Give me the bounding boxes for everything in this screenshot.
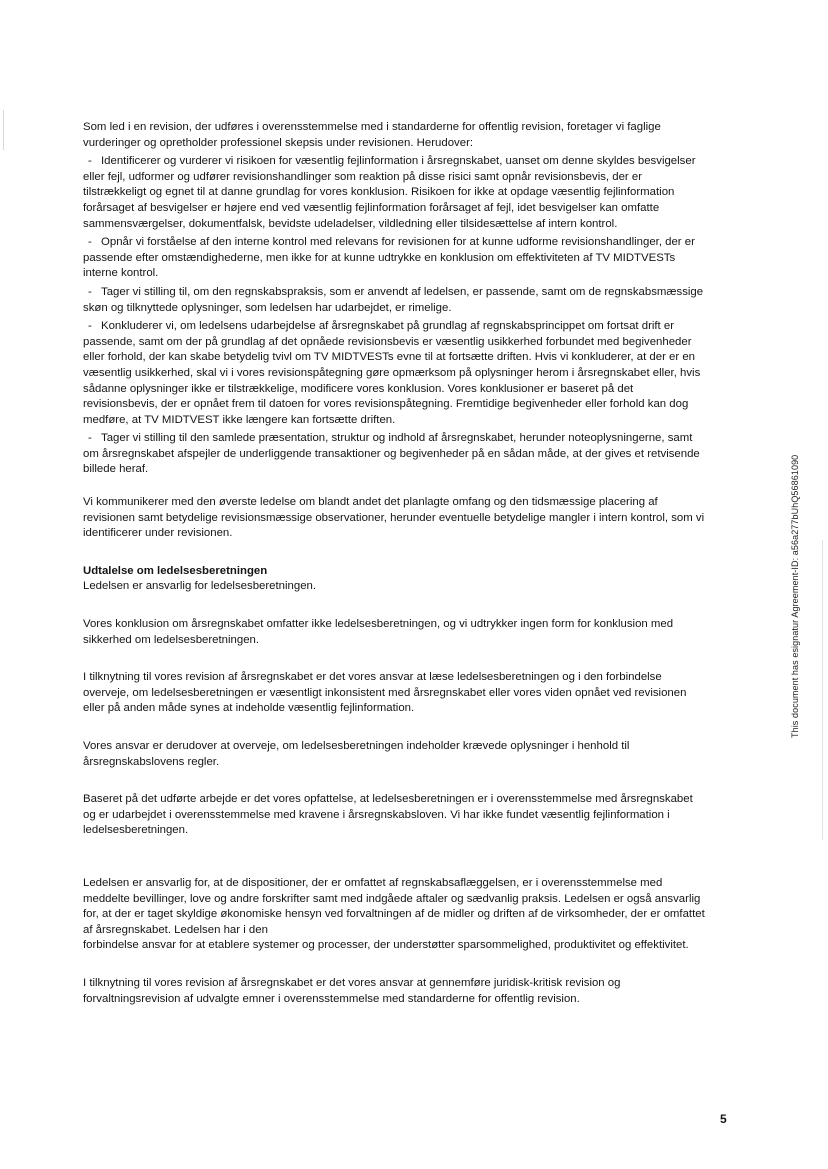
bullet-dash: - <box>88 155 92 168</box>
further-responsibility-paragraph: Vores ansvar er derudover at overveje, om ledelsesberetningen indeholder krævede oplysninger i henhold til årsregnskabslovens regler. <box>83 740 630 768</box>
conclusion-scope-paragraph: Vores konklusion om årsregnskabet omfatter ikke ledelsesberetningen, og vi udtrykker ingen form for konklusion med sikkerhed om ledelsesberetningen. <box>83 618 674 646</box>
communication-paragraph: Vi kommunikerer med den øverste ledelse om blandt andet det planlagte omfang og den tidsmæssige placering af revisionen samt betydelige revisionsmæssige observationer, herunder eventuelle betydelige mangler i intern kontrol, som vi identificerer under revisionen. <box>83 496 705 540</box>
legal-audit-responsibility-paragraph <box>83 876 708 954</box>
bullet-dash: - <box>88 236 92 249</box>
page-body <box>83 120 708 1007</box>
bullet-text: Identificerer og vurderer vi risikoen for væsentlig fejlinformation i årsregnskabet, uanset om denne skyldes besvigelser eller fejl, udformer og udfører revisionshandlinger som reaktion på disse risici samt opnår revisionsbevis, der er tilstrækkeligt og egnet til at danne grundlag for vores konklusion. Risikoen for ikke at opdage væsentlig fejlinformation forårsaget af besvigelser er højere end ved væsentlig fejlinformation forårsaget af fejl, idet besvigelser kan omfatte sammensværgelser, dokumentfalsk, bevidste udeladelser, vildledning eller tilsidesættelse af intern kontrol. <box>83 155 696 230</box>
page-number: 5 <box>720 1112 727 1126</box>
bullet-item-1 <box>83 154 708 232</box>
opinion-paragraph: Baseret på det udførte arbejde er det vores opfattelse, at ledelsesberetningen er i overensstemmelse med årsregnskabet og er udarbejdet i overensstemmelse med kravene i årsregnskabsloven. Vi har ikke fundet væsentlig fejlinformation i ledelsesberetningen. <box>83 793 693 837</box>
legal-audit-responsibility-part-2: forbindelse ansvar for at etablere systemer og processer, der understøtter sparsommelighed, produktivitet og effektivitet. <box>83 939 689 952</box>
bullet-dash: - <box>88 285 92 298</box>
bullet-text: Konkluderer vi, om ledelsens udarbejdelse af årsregnskabet på grundlag af regnskabsprincippet om fortsat drift er passende, samt om der på grundlag af det opnåede revisionsbevis er væsentlig usikkerhed forbundet med begivenheder eller forhold, der kan skabe betydelig tvivl om TV MIDTVESTs evne til at fortsætte driften. Hvis vi konkluderer, at der er en væsentlig usikkerhed, skal vi i vores revisionspåtegning gøre opmærksom på oplysninger herom i årsregnskabet eller, hvis sådanne oplysninger ikke er tilstrækkelige, modificere vores konklusion. Vores konklusioner er baseret på det revisionsbevis, der er opnået frem til datoen for vores revisionspåtegning. Fremtidige begivenheder eller forhold kan dog medføre, at TV MIDTVEST ikke længere kan fortsætte driften. <box>83 320 701 426</box>
bullet-item-2 <box>83 235 708 282</box>
bullet-item-5 <box>83 431 708 478</box>
bullet-text: Tager vi stilling til, om den regnskabspraksis, som er anvendt af ledelsen, er passende, samt om de regnskabsmæssige skøn og tilknyttede oplysninger, som ledelsen har udarbejdet, er rimelige. <box>83 285 704 314</box>
legal-audit-our-responsibility-paragraph: I tilknytning til vores revision af årsregnskabet er det vores ansvar at gennemføre juridisk-kritisk revision og forvaltningsrevision af udvalgte emner i overensstemmelse med standarderne for offentlig revision. <box>83 976 621 1005</box>
management-responsibility: Ledelsen er ansvarlig for ledelsesberetningen. <box>83 580 317 593</box>
bullet-text: Tager vi stilling til den samlede præsentation, struktur og indhold af årsregnskabet, herunder noteoplysningerne, samt om årsregnskabet afspejler de underliggende transaktioner og begivenheder på en sådan måde, at der gives et retvisende billede heraf. <box>83 432 700 476</box>
bullet-dash: - <box>88 432 92 445</box>
bullet-dash: - <box>88 320 92 333</box>
bullet-item-4 <box>83 319 708 428</box>
bullet-text: Opnår vi forståelse af den interne kontrol med relevans for revisionen for at kunne udforme revisionshandlinger, der er passende efter omstændighederne, men ikke for at kunne udtrykke en konklusion om effektiviteten af TV MIDTVESTs interne kontrol. <box>83 236 695 280</box>
our-responsibility-paragraph: I tilknytning til vores revision af årsregnskabet er det vores ansvar at læse ledelsesberetningen og i den forbindelse overveje, om ledelsesberetningen er væsentligt inkonsistent med årsregnskabet eller vores viden opnået ved revisionen eller på anden måde synes at indeholde væsentlig fejlinformation. <box>83 671 687 715</box>
intro-paragraph: Som led i en revision, der udføres i overensstemmelse med i standarderne for offentlig revision, foretager vi faglige vurderinger og opretholder professionel skepsis under revisionen. Herudover: <box>83 121 661 149</box>
bullet-item-3 <box>83 285 708 316</box>
legal-audit-responsibility-part-1: Ledelsen er ansvarlig for, at de dispositioner, der er omfattet af regnskabsaflæggelsen, er i overensstemmelse med meddelte bevillinger, love og andre forskrifter samt med indgåede aftaler og sædvanlig praksis. Ledelsen er også ansvarlig for, at der er taget skyldige økonomiske hensyn ved forvaltningen af de midler og driften af de virksomheder, der er omfattet af årsregnskabet. Ledelsen har i den <box>83 876 705 936</box>
section-heading-management-report: Udtalelse om ledelsesberetningen <box>83 564 268 577</box>
scan-artifact-left <box>3 110 4 150</box>
esignatur-agreement-note: This document has esignatur Agreement-ID: a56a277bUhQ56861090 <box>790 454 800 738</box>
scan-artifact-right <box>822 540 823 840</box>
